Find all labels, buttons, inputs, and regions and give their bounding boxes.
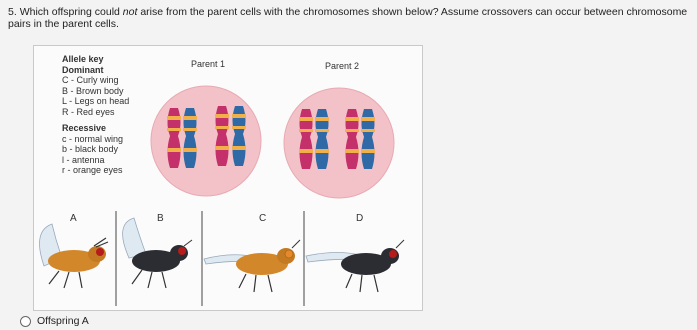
answer-option-a[interactable]: [20, 315, 89, 327]
dominant-header: Dominant: [62, 64, 104, 75]
dominant-allele: L - Legs on head: [62, 96, 130, 106]
dominant-allele: B - Brown body: [62, 85, 124, 96]
dominant-allele: R - Red eyes: [62, 106, 115, 117]
recessive-allele: c - normal wing: [62, 133, 124, 144]
option-d-label: D: [356, 213, 364, 224]
recessive-allele: r - orange eyes: [62, 165, 123, 175]
parent-1-label: Parent 1: [191, 59, 226, 69]
radio-button[interactable]: [20, 316, 31, 327]
fly-b: [123, 218, 192, 288]
question-text: 5. Which offspring could not arise from the parent cells with the chromosomes shown below? Assume crossovers can occur between chromosome pairs in the parent cells.: [8, 6, 688, 30]
option-c-label: C: [259, 213, 267, 224]
parent-2-label: Parent 2: [325, 61, 360, 71]
fly-a: [40, 224, 109, 288]
fly-d: [306, 240, 404, 292]
dominant-allele: C - Curly wing: [62, 75, 119, 85]
recessive-header: Recessive: [62, 123, 107, 133]
recessive-allele: l - antenna: [62, 154, 105, 165]
recessive-allele: b - black body: [62, 144, 119, 154]
allele-key-title: Allele key: [62, 54, 104, 64]
figure-graphics: [34, 46, 422, 310]
option-b-label: B: [157, 213, 164, 224]
fly-c: [204, 240, 300, 292]
question-figure: [33, 45, 423, 311]
emphasis-not: not: [122, 6, 138, 18]
question-number: 5.: [8, 6, 17, 18]
option-a-label: A: [70, 213, 77, 224]
answer-option-label: Offspring A: [37, 315, 89, 327]
